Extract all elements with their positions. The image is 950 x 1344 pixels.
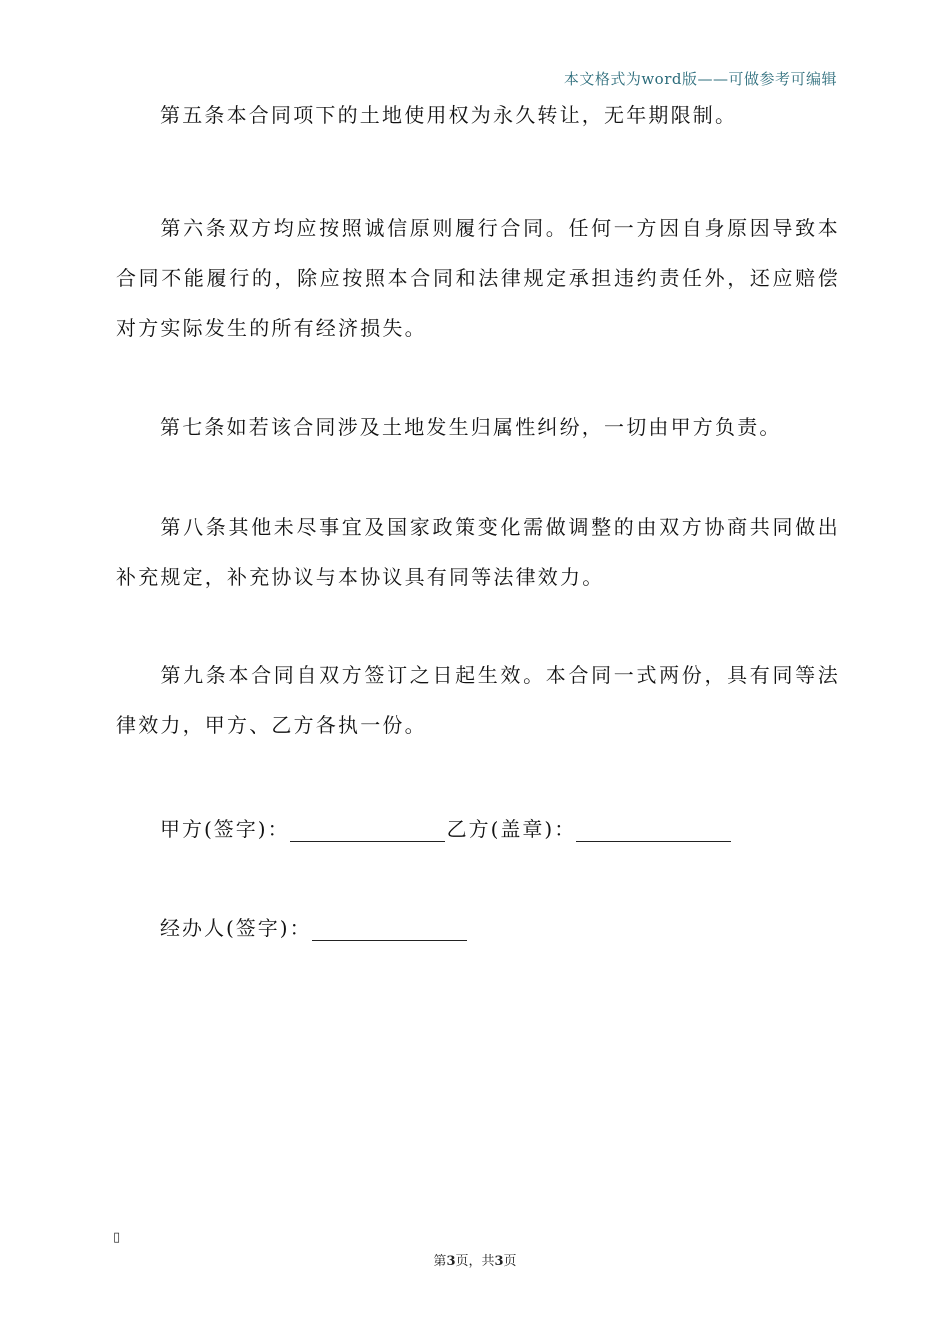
page-middle: 页，共 xyxy=(455,1254,495,1269)
header-note: 本文格式为word版——可做参考可编辑 xyxy=(563,70,837,88)
agent-signature-blank[interactable] xyxy=(312,920,467,941)
article-9-text: 第九条本合同自双方签订之日起生效。本合同一式两份，具有同等法律效力，甲方、乙方各执一份。 xyxy=(116,663,840,737)
article-8 xyxy=(116,502,840,602)
footer-mark: ▯ xyxy=(113,1230,121,1245)
party-a-label: 甲方(签字)： xyxy=(160,817,290,841)
party-a-signature-blank[interactable] xyxy=(290,821,445,842)
article-8-text: 第八条其他未尽事宜及国家政策变化需做调整的由双方协商共同做出补充规定，补充协议与本协议具有同等法律效力。 xyxy=(116,515,840,589)
party-b-label: 乙方(盖章)： xyxy=(446,817,577,841)
article-7-text: 第七条如若该合同涉及土地发生归属性纠纷，一切由甲方负责。 xyxy=(160,415,782,439)
article-9 xyxy=(116,650,840,750)
article-6 xyxy=(116,203,840,353)
agent-label: 经办人(签字)： xyxy=(160,916,312,940)
page-total: 3 xyxy=(494,1254,504,1269)
party-b-seal-blank[interactable] xyxy=(576,821,731,842)
article-6-text: 第六条双方均应按照诚信原则履行合同。任何一方因自身原因导致本合同不能履行的，除应按照本合同和法律规定承担违约责任外，还应赔偿对方实际发生的所有经济损失。 xyxy=(116,216,840,340)
signature-row-parties xyxy=(160,813,733,842)
page-number xyxy=(0,1250,950,1269)
article-5-text: 第五条本合同项下的土地使用权为永久转让，无年期限制。 xyxy=(160,103,738,127)
page-prefix: 第 xyxy=(433,1254,447,1269)
page-suffix: 页 xyxy=(503,1254,517,1269)
article-5 xyxy=(116,90,840,140)
article-7 xyxy=(116,402,840,452)
page-current: 3 xyxy=(446,1254,456,1269)
signature-row-agent xyxy=(160,912,469,941)
